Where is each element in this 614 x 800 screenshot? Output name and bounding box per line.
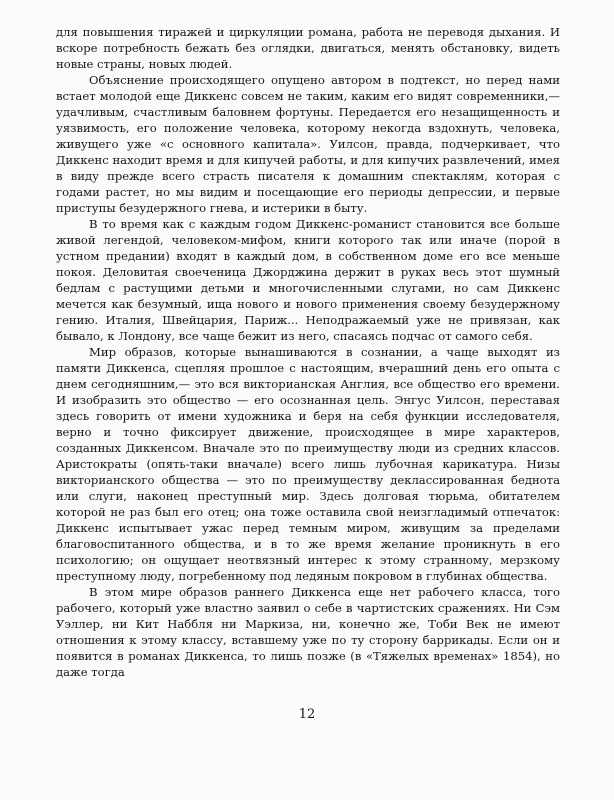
page-body <box>56 24 560 680</box>
paragraph-2: Объяснение происходящего опущено автором в подтекст, но перед нами встает молодой еще Диккенс совсем не таким, каким его видят современники,— удачливым, счастливым баловнем фортуны. Передается его незащищенность и уязвимость, его положение человека, которому некогда вздохнуть, человека, живущего уже «с основного капитала». Уилсон, правда, подчеркивает, что Диккенс находит время и для кипучей работы, и для кипучих развлечений, имея в виду прежде всего страсть писателя к домашним спектаклям, которая с годами растет, но мы видим и посещающие его периоды депрессии, и первые приступы безудержного гнева, и истерики в быту. <box>56 73 560 215</box>
paragraph-3: В то время как с каждым годом Диккенс-романист становится все больше живой легендой, человеком-мифом, книги которого так или иначе (порой в устном предании) входят в каждый дом, в собственном доме его все меньше покоя. Деловитая своеченица Джорджина держит в руках весь этот шумный бедлам с растущими детьми и многочисленными слугами, но сам Диккенс мечется как безумный, ища нового и нового применения своему безудержному гению. Италия, Швейцария, Париж... Неподражаемый уже не привязан, как бывало, к Лондону, все чаще бежит из него, спасаясь подчас от самого себя. <box>56 217 560 343</box>
paragraph-1: для повышения тиражей и циркуляции романа, работа не переводя дыхания. И вскоре потребность бежать без оглядки, двигаться, менять обстановку, видеть новые страны, новых людей. <box>56 25 560 71</box>
paragraph-5: В этом мире образов раннего Диккенса еще нет рабочего класса, того рабочего, который уже властно заявил о себе в чартистских сражениях. Ни Сэм Уэллер, ни Кит Наббля ни Маркиза, ни, конечно же, Тоби Век не имеют отношения к этому классу, вставшему уже по ту сторону баррикады. Если он и появится в романах Диккенса, то лишь позже (в «Тяжелых временах» 1854), но даже тогда <box>56 585 560 679</box>
page-number: 12 <box>298 707 316 722</box>
paragraph-4: Мир образов, которые вынашиваются в сознании, а чаще выходят из памяти Диккенса, сцепляя прошлое с настоящим, вчерашний день его опыта с днем сегодняшним,— это вся викторианская Англия, все общество его времени. И изобразить это общество — его осознанная цель. Энгус Уилсон, переставая здесь говорить от имени художника и беря на себя функции исследователя, верно и точно фиксирует движение, происходящее в мире характеров, созданных Диккенсом. Вначале это по преимуществу люди из средних классов. Аристократы (опять-таки вначале) всего лишь лубочная карикатура. Низы викторианского общества — это по преимуществу деклассированная беднота или слуги, наконец преступный мир. Здесь долговая тюрьма, обитателем которой не раз был его отец; она тоже оставила свой неизгладимый отпечаток: Диккенс испытывает ужас перед темным миром, живущим за пределами благовоспитанного общества, и в то же время желание проникнуть в его психологию; он ощущает неотвязный интерес к этому странному, мерзкому преступному люду, погребенному под ледяным покровом в глубинах общества. <box>56 345 560 583</box>
